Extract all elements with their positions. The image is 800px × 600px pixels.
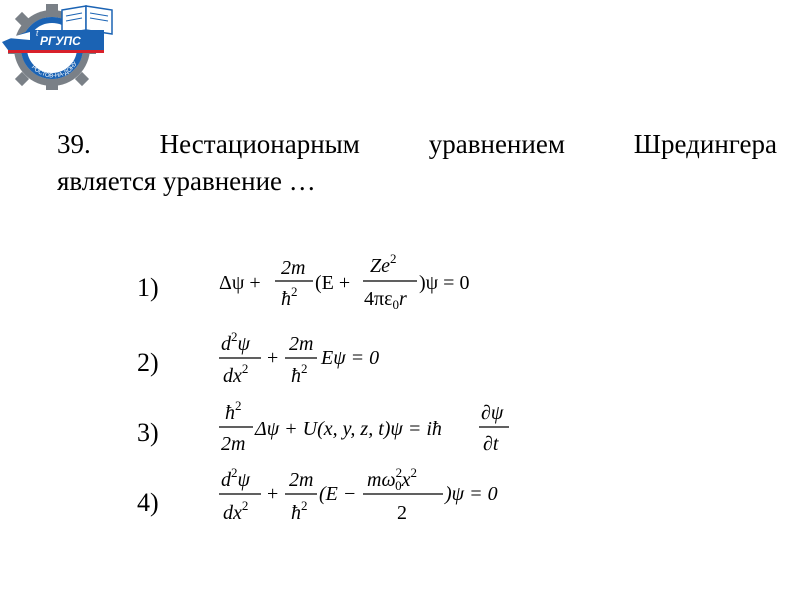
svg-text:ħ2: $ħ^2$ [225,398,242,424]
svg-text:Δψ +: Δψ + [219,272,261,294]
svg-text:Ze2: Ze$^2$ [370,251,397,277]
svg-text:ħ2: $ħ^2$ [291,498,308,524]
svg-text:dx2: $dx^2$ [223,361,249,387]
svg-text:2m: 2m [281,257,306,279]
equation-3 [217,398,517,461]
svg-text:d2ψ: $d^2\psi$ [221,329,250,355]
svg-text:+: + [267,483,279,505]
option-label-3: 3) [137,418,159,447]
svg-text:(E −: (E − [319,483,357,505]
equation-4 [217,465,517,532]
option-label-4: 4) [137,488,159,517]
question-text [57,126,777,200]
svg-text:)ψ = 0: )ψ = 0 [445,483,498,505]
question-line-2: является уравнение … [57,166,316,196]
equation-2 [217,330,417,393]
logo-city: РОСТОВ-НА-ДОНУ [29,61,80,80]
logo-text: РГУПС [40,34,81,48]
svg-text:ħ2: $ħ^2$ [291,361,308,387]
svg-text:2m: 2m [289,333,314,355]
university-logo [0,0,118,92]
svg-text:+: + [267,347,279,369]
svg-text:4πε0r: $4\pi\varepsilon_0r$ [364,288,407,312]
book-icon [62,6,112,34]
svg-text:2: 2 [397,502,407,524]
svg-text:dx2: $dx^2$ [223,498,249,524]
svg-text:∂ψ: ∂ψ [481,402,504,424]
option-label-2: 2) [137,348,159,377]
option-label-1: 1) [137,273,159,302]
equation-1 [217,252,497,315]
question-word: уравнением [428,129,565,159]
svg-text:Eψ = 0: Eψ = 0 [321,347,380,369]
svg-text:Δψ + U(x, y, z, t)ψ = iħ: Δψ + U(x, y, z, t)ψ = iħ [255,418,442,440]
question-line-1 [57,126,777,163]
svg-text:(E +: (E + [315,272,351,294]
question-number: 39. [57,129,91,159]
svg-text:2m: 2m [221,433,246,455]
svg-text:mω20x2: $m\omega^2$ $0x^2$ [367,465,417,493]
svg-text:)ψ = 0: )ψ = 0 [419,272,470,294]
question-word: Нестационарным [159,129,360,159]
svg-text:∂t: ∂t [483,433,499,455]
svg-text:t: t [36,29,39,38]
svg-text:2m: 2m [289,469,314,491]
question-word: Шредингера [633,129,777,159]
svg-text:d2ψ: $d^2\psi$ [221,465,250,491]
svg-text:ħ2: $ħ^2$ [281,284,298,310]
